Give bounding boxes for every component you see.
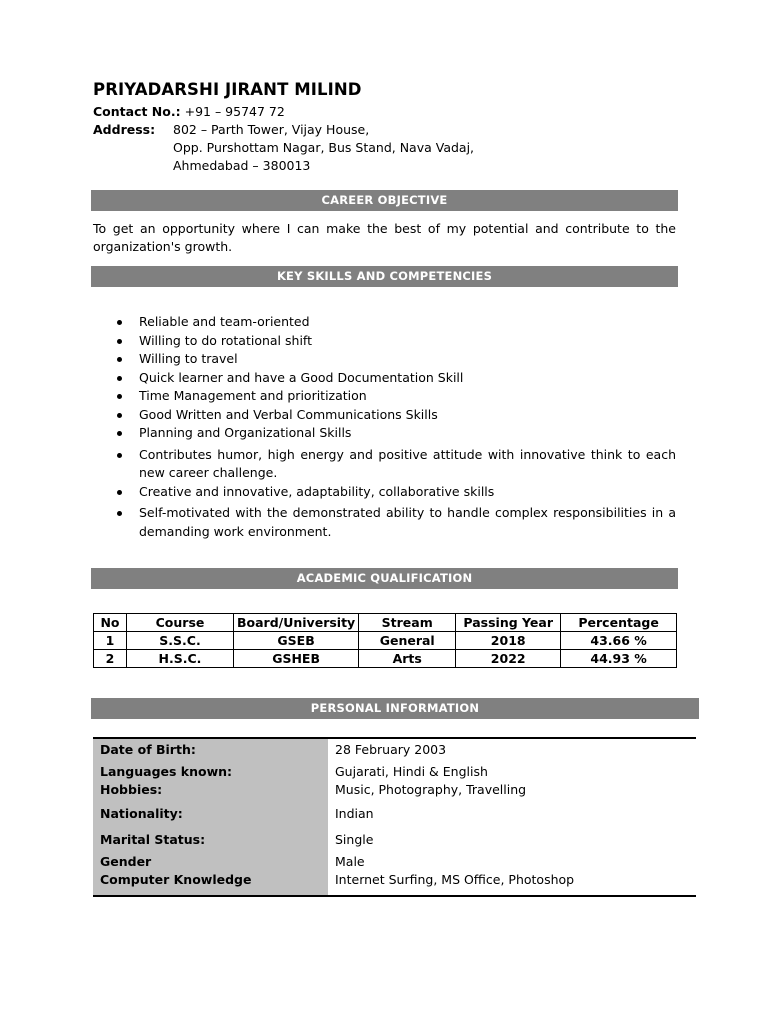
skill-item	[93, 504, 676, 541]
contact-value: +91 – 95747 72	[184, 104, 285, 119]
skill-text: Good Written and Verbal Communications Skills	[139, 406, 438, 422]
table-cell: General	[359, 632, 456, 650]
career-objective-text: To get an opportunity where I can make the best of my potential and contribute to the organization's growth.	[93, 221, 676, 254]
label-text: Date of Birth:	[100, 742, 196, 757]
personal-label	[93, 851, 328, 896]
skill-item	[93, 387, 676, 406]
table-cell: 2022	[456, 650, 561, 668]
table-row	[94, 650, 677, 668]
skill-item	[93, 424, 676, 443]
address-label: Address:	[93, 122, 156, 137]
table-row	[94, 632, 677, 650]
bullet-icon	[117, 394, 122, 399]
skill-item	[93, 332, 676, 351]
skill-text: Planning and Organizational Skills	[139, 425, 352, 440]
skill-item	[93, 406, 676, 425]
bullet-icon	[117, 431, 122, 436]
table-cell: 44.93 %	[561, 650, 677, 668]
skill-text: Time Management and prioritization	[139, 388, 367, 403]
label-text: Gender	[100, 854, 152, 869]
value-text: Indian	[335, 806, 374, 821]
personal-label	[93, 738, 328, 761]
col-header: Stream	[359, 614, 456, 632]
label-text: Computer Knowledge	[100, 872, 252, 887]
academic-table	[93, 613, 677, 668]
personal-label	[93, 803, 328, 829]
personal-value	[328, 738, 696, 761]
address-line-3: Ahmedabad – 380013	[173, 158, 311, 173]
value-text: Single	[335, 832, 374, 847]
academic-header-row	[94, 614, 677, 632]
table-cell: GSHEB	[234, 650, 359, 668]
bullet-icon	[117, 453, 122, 458]
personal-value	[328, 829, 696, 851]
skill-text: Self-motivated with the demonstrated ability to handle complex responsibilities in a demanding work environment.	[139, 505, 676, 539]
table-cell: 2	[94, 650, 127, 668]
skill-text: Reliable and team-oriented	[139, 314, 310, 329]
table-cell: 2018	[456, 632, 561, 650]
personal-heading: PERSONAL INFORMATION	[91, 698, 699, 719]
label-text: Languages known:	[100, 764, 233, 779]
table-cell: S.S.C.	[127, 632, 234, 650]
col-header: Course	[127, 614, 234, 632]
resume-name: PRIYADARSHI JIRANT MILIND	[93, 80, 362, 99]
bullet-icon	[117, 413, 122, 418]
value-text: 28 February 2003	[335, 742, 447, 757]
skill-text: Contributes humor, high energy and positive attitude with innovative think to each new career challenge.	[139, 446, 676, 480]
label-text: Nationality:	[100, 806, 183, 821]
col-header: Percentage	[561, 614, 677, 632]
personal-row	[93, 761, 696, 803]
key-skills-heading: KEY SKILLS AND COMPETENCIES	[91, 266, 678, 287]
academic-heading: ACADEMIC QUALIFICATION	[91, 568, 678, 589]
label-text: Hobbies:	[100, 782, 163, 797]
value-text: Gujarati, Hindi & English	[335, 764, 488, 779]
table-cell: 43.66 %	[561, 632, 677, 650]
address-line-1: 802 – Parth Tower, Vijay House,	[173, 122, 370, 137]
contact-label: Contact No.:	[93, 104, 181, 119]
personal-row	[93, 803, 696, 829]
table-cell: H.S.C.	[127, 650, 234, 668]
col-header: Board/University	[234, 614, 359, 632]
personal-value	[328, 851, 696, 896]
personal-row	[93, 829, 696, 851]
value-text: Internet Surfing, MS Office, Photoshop	[335, 872, 575, 887]
career-objective-heading: CAREER OBJECTIVE	[91, 190, 678, 211]
bullet-icon	[117, 320, 122, 325]
personal-label	[93, 829, 328, 851]
skill-text: Willing to travel	[139, 351, 238, 366]
bullet-icon	[117, 376, 122, 381]
personal-value	[328, 761, 696, 803]
col-header: Passing Year	[456, 614, 561, 632]
table-cell: Arts	[359, 650, 456, 668]
table-cell: 1	[94, 632, 127, 650]
personal-row	[93, 738, 696, 761]
skill-text: Creative and innovative, adaptability, collaborative skills	[139, 483, 495, 499]
personal-label	[93, 761, 328, 803]
bullet-icon	[117, 339, 122, 344]
contact-row	[93, 104, 285, 119]
skill-item	[93, 313, 676, 332]
bullet-icon	[117, 490, 122, 495]
bullet-icon	[117, 357, 122, 362]
label-text: Marital Status:	[100, 832, 206, 847]
skill-item	[93, 483, 676, 502]
value-text: Music, Photography, Travelling	[335, 782, 527, 797]
table-cell: GSEB	[234, 632, 359, 650]
skill-item	[93, 369, 676, 388]
value-text: Male	[335, 854, 365, 869]
address-line-2: Opp. Purshottam Nagar, Bus Stand, Nava Vadaj,	[173, 140, 475, 155]
personal-value	[328, 803, 696, 829]
skill-text: Quick learner and have a Good Documentation Skill	[139, 369, 464, 385]
personal-info-table	[93, 737, 696, 897]
bullet-icon	[117, 511, 122, 516]
personal-row	[93, 851, 696, 896]
skill-text: Willing to do rotational shift	[139, 332, 312, 348]
skills-list	[93, 313, 676, 541]
col-header: No	[94, 614, 127, 632]
skill-item	[93, 446, 676, 483]
skill-item	[93, 350, 676, 369]
